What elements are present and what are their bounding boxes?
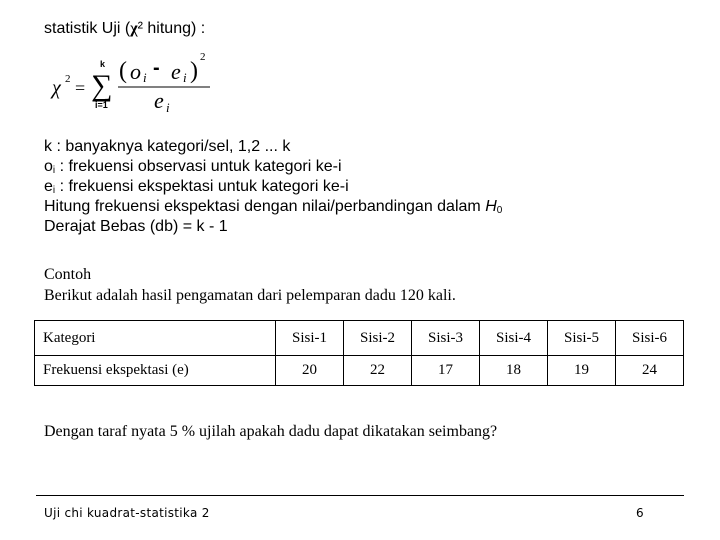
formula-num-o-sub: i (143, 70, 147, 85)
formula-num-o: o (130, 59, 141, 84)
formula-num-minus: - (153, 57, 160, 79)
example-title: Contoh (44, 266, 92, 283)
heading-sup: ² (137, 20, 143, 37)
formula-den-e: e (154, 88, 164, 113)
frequency-table (34, 320, 684, 386)
table-row (35, 356, 684, 386)
table-header-cell: Sisi-5 (548, 321, 616, 356)
chi-square-formula (50, 50, 230, 120)
formula-num-close: ) (190, 58, 198, 84)
sigma-icon: ∑ (91, 69, 113, 102)
def-o-var: o (44, 158, 53, 175)
def-h0-sub: 0 (496, 205, 503, 216)
table-cell: 19 (548, 356, 616, 386)
def-o-sub: i (52, 165, 56, 176)
example-text: Berikut adalah hasil pengamatan dari pelemparan dadu 120 kali. (44, 287, 456, 304)
formula-num-e-sub: i (183, 70, 187, 85)
def-o (44, 157, 502, 177)
formula-svg (50, 50, 230, 120)
def-e-sub: i (52, 185, 56, 196)
formula-lhs-sup: 2 (65, 73, 71, 85)
def-db: Derajat Bebas (db) = k - 1 (44, 218, 228, 235)
footer-title: Uji chi kuadrat-statistika 2 (44, 506, 210, 520)
definitions (44, 137, 502, 237)
def-k: k : banyaknya kategori/sel, 1,2 ... k (44, 138, 291, 155)
table-cell: 17 (412, 356, 480, 386)
formula-sum-bottom: i=1 (95, 100, 108, 110)
formula-equals: = (75, 78, 86, 98)
table-header-cell: Sisi-6 (616, 321, 684, 356)
table-header-cell: Sisi-3 (412, 321, 480, 356)
example (44, 264, 456, 306)
def-o-text: : frekuensi observasi untuk kategori ke-i (55, 158, 342, 175)
heading-suffix: hitung) : (142, 20, 206, 37)
formula-den-sub: i (166, 100, 170, 115)
heading-prefix: statistik Uji ( (44, 20, 131, 37)
table-row (35, 321, 684, 356)
heading-chi: χ (130, 20, 138, 37)
heading (44, 20, 205, 38)
def-e-var: e (44, 178, 53, 195)
def-h0-text: Hitung frekuensi ekspektasi dengan nilai/perbandingan dalam (44, 198, 486, 215)
table-header-cell: Sisi-4 (480, 321, 548, 356)
footer-divider (36, 495, 684, 496)
formula-sum-top: k (100, 59, 106, 69)
def-e-text: : frekuensi ekspektasi untuk kategori ke-i (55, 178, 349, 195)
table-cell: 22 (344, 356, 412, 386)
table-header-cell: Sisi-1 (276, 321, 344, 356)
page-number: 6 (636, 506, 644, 520)
table-cell: 18 (480, 356, 548, 386)
question: Dengan taraf nyata 5 % ujilah apakah dadu dapat dikatakan seimbang? (44, 423, 498, 440)
table-cell: Frekuensi ekspektasi (e) (35, 356, 276, 386)
table-cell: 24 (616, 356, 684, 386)
table-header-cell: Sisi-2 (344, 321, 412, 356)
def-h0-var: H (485, 198, 497, 215)
formula-lhs: χ (52, 77, 61, 99)
formula-num-sup: 2 (200, 51, 206, 63)
def-h0 (44, 197, 502, 217)
table-header-cell: Kategori (35, 321, 276, 356)
formula-num-open: ( (119, 58, 127, 84)
table-cell: 20 (276, 356, 344, 386)
def-e (44, 177, 502, 197)
formula-num-e: e (171, 59, 181, 84)
